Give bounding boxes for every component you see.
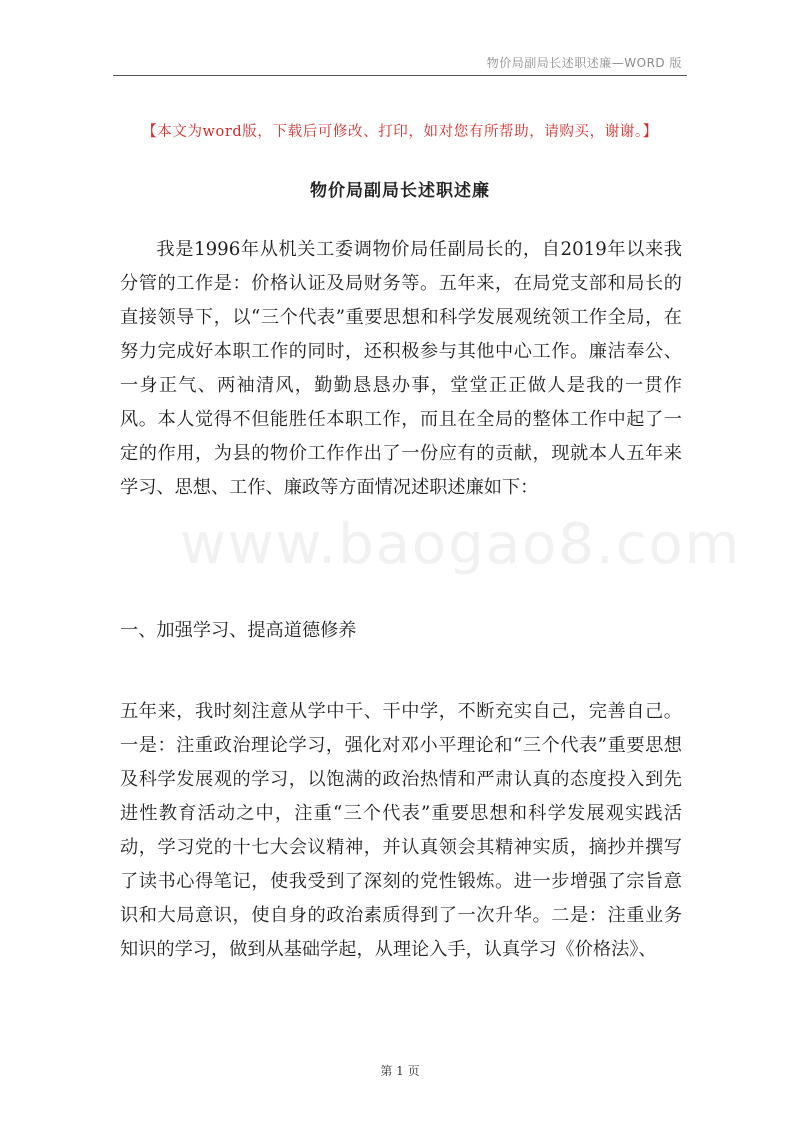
section-heading-1: 一、加强学习、提高道德修养 (120, 620, 357, 641)
intro-paragraph: 我是1996年从机关工委调物价局任副局长的，自2019年以来我分管的工作是：价格认证及局财务等。五年来，在局党支部和局长的直接领导下，以“三个代表”重要思想和科学发展观统领工作全局，在努力完成好本职工作的同时，还积极参与其他中心工作。廉洁奉公、一身正气、两袖清风，勤勤恳恳办事，堂堂正正做人是我的一贯作风。本人觉得不但能胜任本职工作，而且在全局的整体工作中起了一定的作用，为县的物价工作作出了一份应有的贡献，现就本人五年来学习、思想、工作、廉政等方面情况述职述廉如下： (120, 239, 682, 498)
document-title: 物价局副局长述职述廉 (310, 181, 490, 201)
running-header: 物价局副局长述职述廉—WORD 版 (486, 56, 682, 70)
purchase-notice: 【本文为word版，下载后可修改、打印，如对您有所帮助，请购买，谢谢。】 (142, 124, 658, 140)
watermark: www.baogao8.com (180, 512, 742, 577)
body-paragraph: 五年来，我时刻注意从学中干、干中学，不断充实自己，完善自己。一是：注重政治理论学习，强化对邓小平理论和“三个代表”重要思想及科学发展观的学习，以饱满的政治热情和严肃认真的态度投入到先进性教育活动之中，注重“三个代表”重要思想和科学发展观实践活动，学习党的十七大会议精神，并认真领会其精神实质，摘抄并撰写了读书心得笔记，使我受到了深刻的党性锻炼。进一步增强了宗旨意识和大局意识，使自身的政治素质得到了一次升华。二是：注重业务知识的学习，做到从基础学起，从理论入手，认真学习《价格法》、 (120, 701, 682, 960)
page-number: 第 1 页 (380, 1064, 420, 1078)
header-divider (113, 75, 687, 76)
